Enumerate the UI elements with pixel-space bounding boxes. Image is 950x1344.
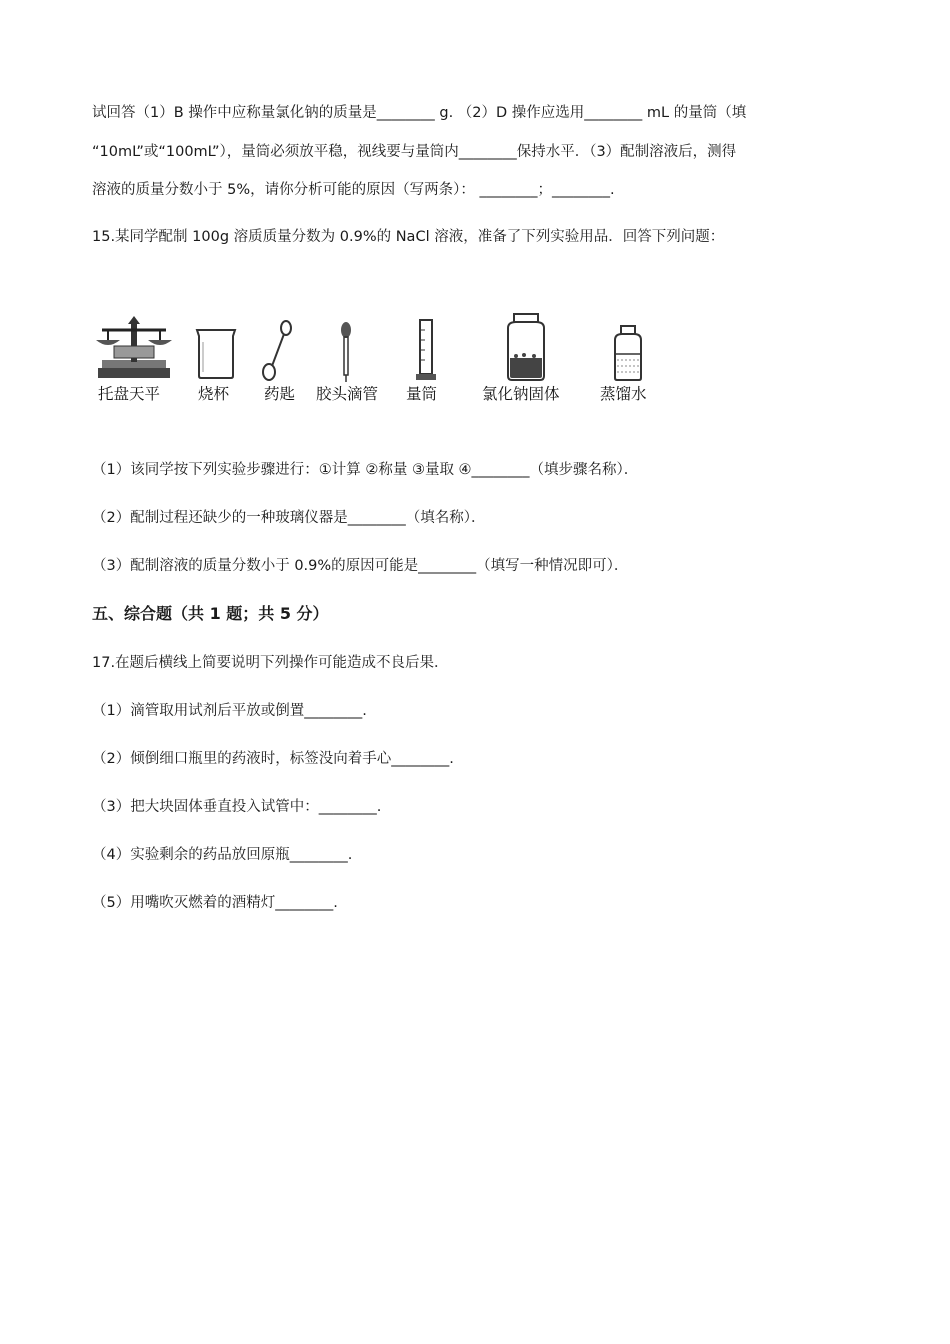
question-17-sub-2: （2）倾倒细口瓶里的药液时，标签没向着手心________. (92, 751, 454, 767)
balance-icon (94, 316, 174, 382)
beaker-icon (195, 328, 237, 380)
question-17-sub-4: （4）实验剩余的药品放回原瓶________. (92, 847, 353, 863)
water-label: 蒸馏水 (600, 385, 647, 403)
spoon-label: 药匙 (264, 385, 296, 403)
water-bottle-icon (612, 324, 644, 382)
question-17-sub-1: （1）滴管取用试剂后平放或倒置________. (92, 703, 367, 719)
nacl-jar-icon (504, 312, 548, 382)
beaker-label: 烧杯 (198, 385, 230, 403)
intro-line-3: 溶液的质量分数小于 5%，请你分析可能的原因（写两条）： ________；________. (92, 182, 615, 198)
dropper-icon (336, 322, 356, 382)
cylinder-label: 量筒 (406, 385, 438, 403)
question-15-sub-2: （2）配制过程还缺少的一种玻璃仪器是________（填名称）． (92, 510, 486, 526)
question-17-sub-5: （5）用嘴吹灭燃着的酒精灯________. (92, 895, 338, 911)
nacl-label: 氯化钠固体 (482, 385, 560, 403)
section-5-heading: 五、综合题（共 1 题；共 5 分） (92, 604, 329, 623)
intro-line-1: 试回答（1）B 操作中应称量氯化钠的质量是________ g. （2）D 操作应选用________ mL 的量筒（填 (92, 105, 747, 121)
lab-equipment-figure (92, 308, 662, 408)
dropper-label: 胶头滴管 (316, 385, 379, 403)
question-15-sub-1: （1）该同学按下列实验步骤进行：①计算 ②称量 ③量取 ④________（填步骤名称）． (92, 462, 639, 478)
spoon-icon (260, 320, 294, 382)
question-17-stem: 17.在题后横线上简要说明下列操作可能造成不良后果． (92, 655, 449, 671)
graduated-cylinder-icon (414, 318, 438, 382)
question-15-stem: 15.某同学配制 100g 溶质质量分数为 0.9%的 NaCl 溶液，准备了下列实验用品．回答下列问题： (92, 229, 725, 245)
intro-line-2: “10mL”或“100mL”），量筒必须放平稳，视线要与量筒内________保持水平．（3）配制溶液后，测得 (92, 144, 737, 160)
question-17-sub-3: （3）把大块固体垂直投入试管中：________. (92, 799, 382, 815)
balance-label: 托盘天平 (98, 385, 161, 403)
question-15-sub-3: （3）配制溶液的质量分数小于 0.9%的原因可能是________（填写一种情况即可）． (92, 558, 629, 574)
